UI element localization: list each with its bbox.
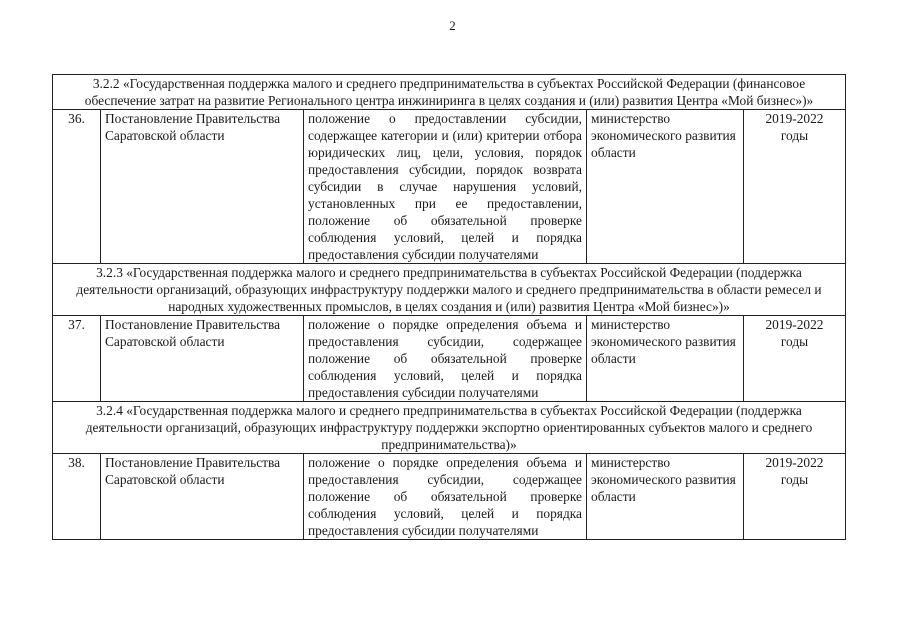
section-heading-row <box>53 402 846 454</box>
table-row <box>53 316 846 402</box>
document-type: Постановление Правительства Саратовской области <box>101 110 304 264</box>
section-heading: 3.2.4 «Государственная поддержка малого и среднего предпринимательства в субъектах Российской Федерации (поддержка деятельности организаций, образующих инфраструктуру поддержки экспортно ориентированных субъектов малого и среднего предпринимательства)» <box>53 402 846 454</box>
row-number: 37. <box>53 316 101 402</box>
document-type: Постановление Правительства Саратовской области <box>101 316 304 402</box>
period <box>744 316 846 402</box>
period <box>744 454 846 540</box>
section-heading: 3.2.3 «Государственная поддержка малого и среднего предпринимательства в субъектах Российской Федерации (поддержка деятельности организаций, образующих инфраструктуру поддержки малого и среднего предпринимательства в области ремесел и народных художественных промыслов, в целях создания и (или) развития Центра «Мой бизнес»)» <box>53 264 846 316</box>
row-description: положение о порядке определения объема и предоставления субсидии, содержащее положение об обязательной проверке соблюдения условий, целей и порядка предоставления субсидии получателями <box>304 454 587 540</box>
section-heading-row <box>53 75 846 110</box>
period-word: годы <box>780 334 809 349</box>
section-heading: 3.2.2 «Государственная поддержка малого и среднего предпринимательства в субъектах Российской Федерации (финансовое обеспечение затрат на развитие Регионального центра инжиниринга в целях создания и (или) развития Центра «Мой бизнес»)» <box>53 75 846 110</box>
page-number: 2 <box>449 18 456 33</box>
period-word: годы <box>780 128 809 143</box>
section-heading-row <box>53 264 846 316</box>
row-number: 38. <box>53 454 101 540</box>
document-type: Постановление Правительства Саратовской области <box>101 454 304 540</box>
executor: министерство экономического развития области <box>587 316 744 402</box>
executor: министерство экономического развития области <box>587 454 744 540</box>
period-years: 2019-2022 <box>765 455 824 470</box>
period-word: годы <box>780 472 809 487</box>
row-description: положение о предоставлении субсидии, содержащее категории и (или) критерии отбора юридических лиц, цели, условия, порядок предоставления субсидии, порядок возврата субсидии в случае нарушения условий, установленных при ее предоставлении, положение об обязательной проверке соблюдения условий, целей и порядка предоставления субсидии получателями <box>304 110 587 264</box>
table-row <box>53 454 846 540</box>
row-number: 36. <box>53 110 101 264</box>
period-years: 2019-2022 <box>765 317 824 332</box>
document-table <box>52 74 846 540</box>
period-years: 2019-2022 <box>765 111 824 126</box>
period <box>744 110 846 264</box>
executor: министерство экономического развития области <box>587 110 744 264</box>
table-row <box>53 110 846 264</box>
row-description: положение о порядке определения объема и предоставления субсидии, содержащее положение об обязательной проверке соблюдения условий, целей и порядка предоставления субсидии получателями <box>304 316 587 402</box>
